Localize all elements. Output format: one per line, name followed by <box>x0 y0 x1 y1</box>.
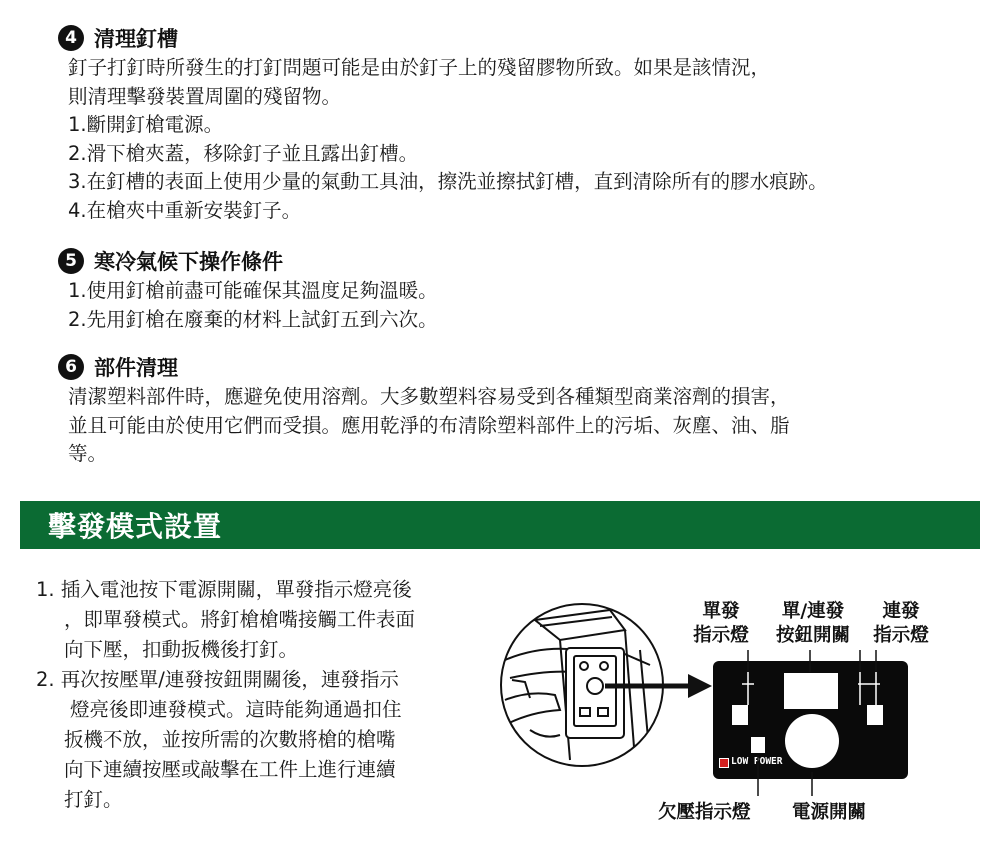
step-line: 2.先用釘槍在廢棄的材料上試釘五到六次。 <box>68 307 438 331</box>
label-single-indicator: 單發 指示燈 <box>693 601 749 646</box>
section-title: 部件清理 <box>94 356 178 380</box>
step-line: 燈亮後即連發模式。這時能夠通過扣住 <box>70 698 402 721</box>
section-title: 清理釘槽 <box>94 27 178 51</box>
step-line: 2.滑下槍夾蓋，移除釘子並且露出釘槽。 <box>68 141 419 165</box>
low-power-text: LOW POWER <box>731 756 783 767</box>
body-line: 並且可能由於使用它們而受損。應用乾淨的布清除塑料部件上的污垢、灰塵、油、脂 <box>68 413 790 437</box>
section-title: 寒冷氣候下操作條件 <box>94 250 283 274</box>
number-badge: 6 <box>58 354 84 380</box>
step-line: 打釘。 <box>64 788 123 811</box>
body-line: 清潔塑料部件時，應避免使用溶劑。大多數塑料容易受到各種類型商業溶劑的損害， <box>68 385 790 408</box>
number-badge: 4 <box>58 25 84 51</box>
label-burst-indicator: 連發 指示燈 <box>873 601 929 646</box>
step-line: 扳機不放，並按所需的次數將槍的槍嘴 <box>64 728 396 751</box>
label-power-switch: 電源開關 <box>792 802 867 823</box>
body-line: 釘子打釘時所發生的打釘問題可能是由於釘子上的殘留膠物所致。如果是該情況， <box>68 56 771 79</box>
label-mode-switch: 單/連發 按鈕開關 <box>775 601 850 646</box>
label-low-power-indicator: 欠壓指示燈 <box>658 802 751 823</box>
step-line: 1.使用釘槍前盡可能確保其溫度足夠溫暖。 <box>68 279 438 302</box>
step-line: 向下壓，扣動扳機後打釘。 <box>64 638 299 661</box>
step-line: 1. 插入電池按下電源開關，單發指示燈亮後 <box>36 578 412 601</box>
body-line: 則清理擊發裝置周圍的殘留物。 <box>68 84 342 108</box>
step-line: 3.在釘槽的表面上使用少量的氣動工具油，擦洗並擦拭釘槽，直到清除所有的膠水痕跡。 <box>68 170 828 193</box>
step-line: 1.斷開釘槍電源。 <box>68 113 224 136</box>
step-line: 向下連續按壓或敲擊在工件上進行連續 <box>64 758 396 781</box>
step-line: ，即單發模式。將釘槍槍嘴接觸工件表面 <box>64 608 416 631</box>
step-line: 4.在槍夾中重新安裝釘子。 <box>68 198 302 222</box>
step-line: 2. 再次按壓單/連發按鈕開關後，連發指示 <box>36 668 399 691</box>
number-badge: 5 <box>58 248 84 274</box>
body-line: 等。 <box>68 442 108 465</box>
banner-title: 擊發模式設置 <box>48 510 223 543</box>
